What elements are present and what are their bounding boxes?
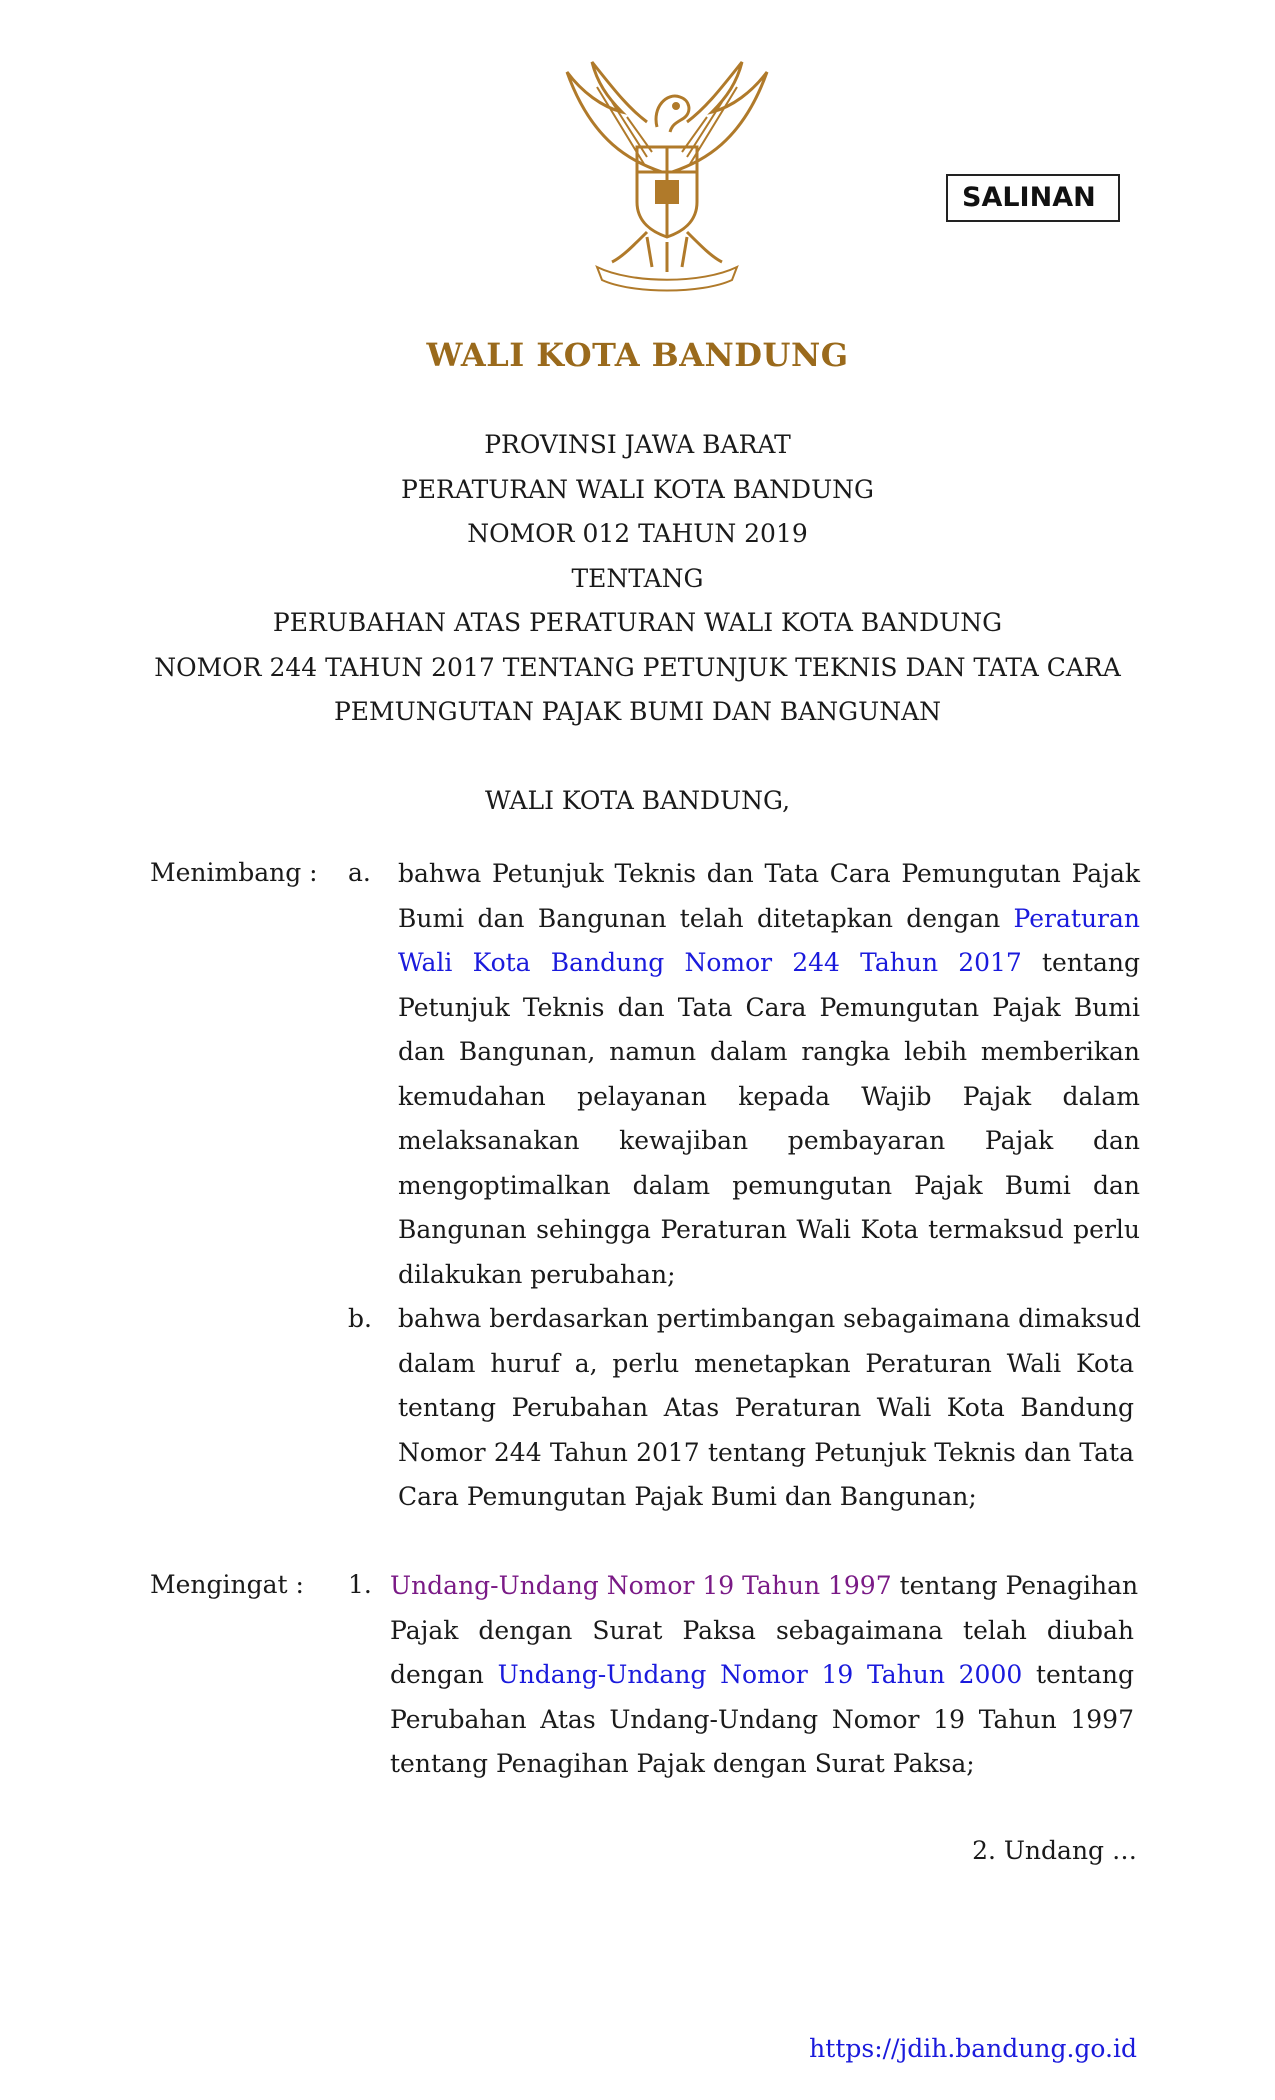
text-line: Petunjuk Teknis dan Tata Cara Pemungutan Pajak Bumi xyxy=(398,992,1140,1022)
footer-url-link[interactable]: https://jdih.bandung.go.id xyxy=(809,2034,1137,2063)
text-line: bahwa berdasarkan pertimbangan sebagaimana dimaksud xyxy=(398,1304,1141,1333)
text-line: dalam huruf a, perlu menetapkan Peraturan Wali Kota xyxy=(398,1348,1134,1378)
title-line: PEMUNGUTAN PAJAK BUMI DAN BANGUNAN xyxy=(333,697,942,726)
menimbang-label: Menimbang : xyxy=(150,858,318,887)
text-line: Bangunan sehingga Peraturan Wali Kota termaksud perlu xyxy=(398,1215,1140,1244)
regulation-link[interactable]: Wali Kota Bandung Nomor 244 Tahun 2017 xyxy=(398,948,1022,977)
text-line: Nomor 244 Tahun 2017 tentang Petunjuk Teknis dan Tata xyxy=(398,1437,1134,1467)
text-line: dengan Undang-Undang Nomor 19 Tahun 2000 tentang xyxy=(390,1660,1134,1689)
mengingat-item-1 xyxy=(390,1564,1139,1787)
title-line: PERUBAHAN ATAS PERATURAN WALI KOTA BANDUNG xyxy=(272,608,1003,637)
opening-line: WALI KOTA BANDUNG, xyxy=(484,786,791,815)
text-line: Bumi dan Bangunan telah ditetapkan dengan Peraturan xyxy=(398,903,1140,933)
text-line: Perubahan Atas Undang-Undang Nomor 19 Tahun 1997 xyxy=(390,1704,1134,1734)
text-line: tentang Penagihan Pajak dengan Surat Paksa; xyxy=(390,1749,975,1778)
regulation-number: NOMOR 012 TAHUN 2019 xyxy=(467,519,808,548)
about-label: TENTANG xyxy=(571,563,704,593)
text-line: Wali Kota Bandung Nomor 244 Tahun 2017 tentang xyxy=(398,948,1140,977)
regulation-type: PERATURAN WALI KOTA BANDUNG xyxy=(400,474,875,504)
item-marker: b. xyxy=(348,1304,372,1333)
law-link[interactable]: Undang-Undang Nomor 19 Tahun 2000 xyxy=(497,1660,1023,1689)
mengingat-label: Mengingat : xyxy=(150,1570,304,1599)
text-line: mengoptimalkan dalam pemungutan Pajak Bumi dan xyxy=(398,1170,1140,1200)
garuda-emblem-icon xyxy=(552,52,782,302)
text-line: tentang Perubahan Atas Peraturan Wali Kota Bandung xyxy=(398,1393,1134,1422)
text-line: kemudahan pelayanan kepada Wajib Pajak dalam xyxy=(398,1081,1140,1111)
regulation-heading xyxy=(0,423,1275,735)
regulation-link[interactable]: Peraturan xyxy=(1013,903,1140,933)
text-line: Undang-Undang Nomor 19 Tahun 1997 tentang Penagihan xyxy=(390,1571,1139,1600)
law-link[interactable]: Undang-Undang Nomor 19 Tahun 1997 xyxy=(390,1571,892,1600)
menimbang-item-b xyxy=(398,1297,1141,1520)
menimbang-item-a xyxy=(398,852,1140,1297)
item-marker: 1. xyxy=(348,1570,372,1599)
salinan-badge: SALINAN xyxy=(946,174,1120,222)
text-line: Pajak dengan Surat Paksa sebagaimana telah diubah xyxy=(390,1615,1134,1645)
organization-title: WALI KOTA BANDUNG xyxy=(426,336,849,374)
text-line: dilakukan perubahan; xyxy=(398,1259,676,1289)
item-marker: a. xyxy=(348,858,371,887)
text-line: bahwa Petunjuk Teknis dan Tata Cara Pemungutan Pajak xyxy=(398,859,1140,888)
text-line: melaksanakan kewajiban pembayaran Pajak dan xyxy=(398,1126,1140,1155)
text-line: dan Bangunan, namun dalam rangka lebih memberikan xyxy=(398,1037,1140,1066)
text-line: Cara Pemungutan Pajak Bumi dan Bangunan; xyxy=(398,1482,977,1511)
page-continuation: 2. Undang … xyxy=(972,1836,1137,1865)
province: PROVINSI JAWA BARAT xyxy=(484,430,791,459)
title-line: NOMOR 244 TAHUN 2017 TENTANG PETUNJUK TEKNIS DAN TATA CARA xyxy=(154,652,1121,682)
